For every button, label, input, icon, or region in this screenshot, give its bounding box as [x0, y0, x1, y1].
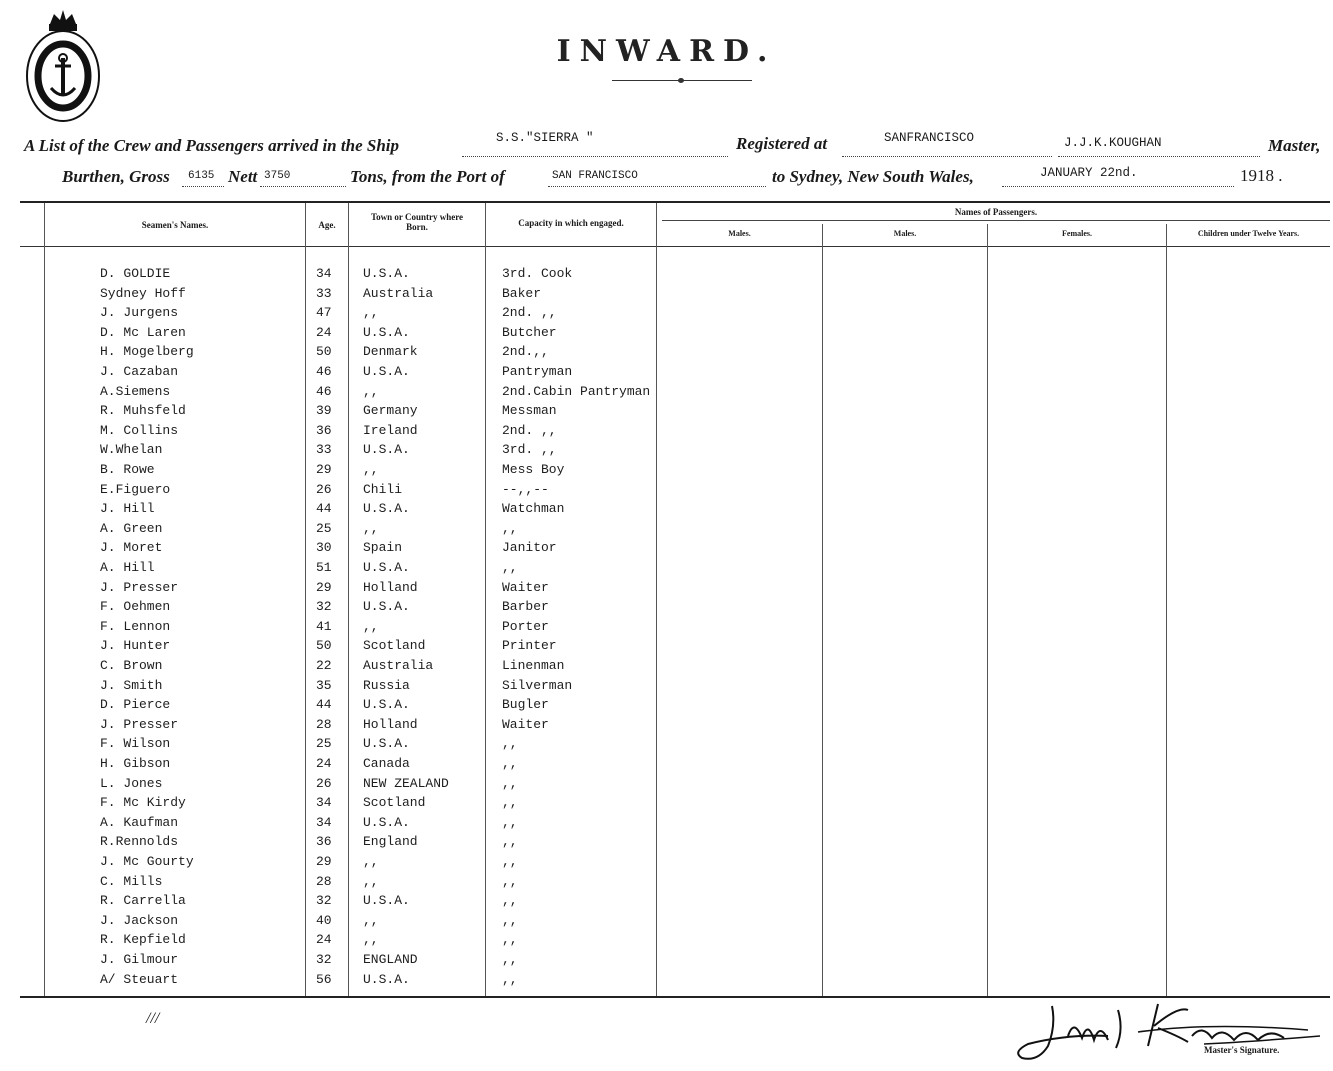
crew-age: 26 [316, 775, 332, 791]
crew-capacity: ,, [502, 834, 518, 850]
crew-age: 25 [316, 520, 332, 536]
crew-age: 46 [316, 383, 332, 399]
crew-capacity: ,, [502, 932, 518, 948]
crew-capacity: Watchman [502, 501, 565, 517]
crew-capacity: ,, [502, 560, 518, 575]
table-row [0, 930, 1333, 950]
crew-capacity: Mess Boy [502, 462, 565, 477]
crew-birthplace: ,, [363, 305, 379, 321]
crew-capacity: 2nd. ,, [502, 305, 557, 321]
crew-name: L. Jones [100, 775, 163, 791]
crew-name: A.Siemens [100, 383, 171, 399]
crew-capacity: Linenman [502, 658, 565, 673]
crew-age: 22 [316, 658, 332, 673]
burthen-label: Burthen, Gross [62, 167, 170, 186]
table-top-rule [20, 201, 1330, 203]
crew-birthplace: ,, [363, 854, 379, 869]
crew-capacity: Barber [502, 599, 549, 615]
crew-capacity: ,, [502, 775, 518, 791]
crew-capacity: Silverman [502, 677, 573, 693]
table-row [0, 852, 1333, 872]
date-underline [1002, 185, 1234, 187]
crew-name: A. Kaufman [100, 814, 179, 830]
table-row [0, 754, 1333, 774]
nett-value: 3750 [264, 170, 291, 182]
crew-age: 28 [316, 716, 332, 732]
col-header-passengers: Names of Passengers. [954, 207, 1038, 217]
crew-capacity: ,, [502, 971, 518, 987]
table-row [0, 558, 1333, 578]
table-row [0, 695, 1333, 715]
col-header-age: Age. [318, 220, 336, 230]
crew-name: R. Carrella [100, 893, 186, 909]
table-row [0, 970, 1333, 990]
table-row [0, 832, 1333, 852]
table-row [0, 891, 1333, 911]
crew-name: C. Mills [100, 873, 163, 889]
crew-age: 34 [316, 814, 332, 830]
crew-birthplace: U.S.A. [363, 971, 410, 987]
crew-name: H. Gibson [100, 756, 171, 771]
table-row [0, 597, 1333, 617]
table-row [0, 401, 1333, 421]
crew-age: 56 [316, 971, 332, 987]
crew-name: R. Kepfield [100, 932, 186, 948]
crew-capacity: 2nd. ,, [502, 422, 557, 438]
crew-birthplace: Ireland [363, 422, 418, 438]
header-bottom-rule [20, 246, 1330, 247]
crew-age: 32 [316, 599, 332, 615]
crew-age: 24 [316, 932, 332, 948]
title-ornament [678, 78, 684, 83]
crew-birthplace: Denmark [363, 344, 418, 360]
table-row [0, 715, 1333, 735]
crew-name: J. Jackson [100, 912, 179, 928]
crew-capacity: 2nd.Cabin Pantryman [502, 383, 651, 399]
crew-birthplace: ,, [363, 932, 379, 948]
document-title: INWARD. [556, 34, 777, 69]
table-row [0, 538, 1333, 558]
crew-capacity: ,, [502, 795, 518, 811]
crew-age: 47 [316, 305, 332, 321]
crew-age: 32 [316, 893, 332, 909]
crew-capacity: --,,-- [502, 481, 549, 497]
crew-birthplace: U.S.A. [363, 893, 410, 909]
crew-birthplace: Australia [363, 285, 434, 301]
table-row [0, 499, 1333, 519]
crew-age: 29 [316, 579, 332, 595]
crew-name: F. Mc Kirdy [100, 795, 186, 811]
crew-name: W.Whelan [100, 442, 163, 458]
nett-underline [260, 185, 346, 187]
crew-age: 50 [316, 344, 332, 360]
crew-capacity: ,, [502, 520, 518, 536]
crew-capacity: ,, [502, 756, 518, 771]
table-row [0, 323, 1333, 343]
crew-age: 25 [316, 736, 332, 752]
crew-name: J. Presser [100, 716, 179, 732]
passengers-subrule [662, 220, 1330, 221]
crew-name: M. Collins [100, 422, 179, 438]
col-header-children: Children under Twelve Years. [1197, 229, 1300, 238]
crew-capacity: Baker [502, 285, 542, 301]
master-label: Master, [1268, 136, 1321, 155]
form-number [1294, 193, 1296, 199]
crew-name: J. Mc Gourty [100, 854, 194, 869]
crew-age: 29 [316, 462, 332, 477]
table-row [0, 519, 1333, 539]
crew-birthplace: U.S.A. [363, 736, 410, 752]
gross-value: 6135 [188, 170, 215, 182]
to-label: to Sydney, New South Wales, [772, 167, 974, 186]
table-row [0, 656, 1333, 676]
crew-name: J. Hunter [100, 638, 171, 654]
crew-age: 33 [316, 285, 332, 301]
crew-capacity: 3rd. ,, [502, 442, 557, 458]
crew-table-body [0, 264, 1333, 994]
crew-capacity: ,, [502, 912, 518, 928]
crew-age: 24 [316, 756, 332, 771]
crew-name: R. Muhsfeld [100, 403, 186, 419]
table-row [0, 676, 1333, 696]
col-header-males1: Males. [728, 229, 751, 238]
crew-age: 40 [316, 912, 332, 928]
crew-age: 34 [316, 266, 332, 281]
crew-capacity: ,, [502, 854, 518, 869]
crew-age: 44 [316, 501, 332, 517]
crew-age: 36 [316, 422, 332, 438]
gross-underline [182, 185, 224, 187]
registered-port: SANFRANCISCO [884, 131, 975, 145]
col-header-town: Town or Country where Born. [370, 212, 464, 232]
crew-age: 26 [316, 481, 332, 497]
master-name: J.J.K.KOUGHAN [1064, 136, 1162, 150]
crew-birthplace: ,, [363, 912, 379, 928]
crew-birthplace: Spain [363, 540, 403, 556]
crew-name: J. Hill [100, 501, 155, 517]
table-row [0, 421, 1333, 441]
crew-capacity: Janitor [502, 540, 557, 556]
crew-age: 41 [316, 618, 332, 634]
col-header-females: Females. [1062, 229, 1092, 238]
table-row [0, 284, 1333, 304]
crew-name: A. Hill [100, 560, 155, 575]
year-value: 1918 . [1240, 166, 1283, 185]
crew-age: 44 [316, 697, 332, 713]
crew-name: D. Pierce [100, 697, 171, 713]
crew-name: R.Rennolds [100, 834, 179, 850]
crew-age: 34 [316, 795, 332, 811]
table-row [0, 264, 1333, 284]
crew-birthplace: Australia [363, 658, 434, 673]
crew-birthplace: Canada [363, 756, 410, 771]
table-row [0, 774, 1333, 794]
crew-birthplace: Germany [363, 403, 418, 419]
ship-name: S.S."SIERRA " [496, 131, 594, 145]
signature-label: Master's Signature. [1204, 1045, 1280, 1055]
crew-age: 39 [316, 403, 332, 419]
table-row [0, 734, 1333, 754]
crew-birthplace: NEW ZEALAND [363, 775, 449, 791]
col-header-capacity: Capacity in which engaged. [518, 218, 624, 228]
crew-age: 24 [316, 324, 332, 340]
crew-birthplace: U.S.A. [363, 266, 410, 281]
crew-birthplace: Holland [363, 579, 418, 595]
crew-birthplace: Holland [363, 716, 418, 732]
crew-capacity: Bugler [502, 697, 549, 713]
crew-birthplace: ,, [363, 520, 379, 536]
crew-birthplace: U.S.A. [363, 697, 410, 713]
crew-age: 33 [316, 442, 332, 458]
crew-name: D. GOLDIE [100, 266, 171, 281]
tally-mark: /// [146, 1010, 160, 1027]
ship-underline [462, 155, 728, 157]
crew-name: E.Figuero [100, 481, 171, 497]
table-row [0, 813, 1333, 833]
crew-capacity: Porter [502, 618, 549, 634]
crew-birthplace: U.S.A. [363, 324, 410, 340]
crew-birthplace: England [363, 834, 418, 850]
crew-capacity: Printer [502, 638, 557, 654]
crew-capacity: Pantryman [502, 364, 573, 379]
master-signature-handwriting [1008, 996, 1328, 1066]
registered-underline [842, 155, 1052, 157]
crew-age: 29 [316, 854, 332, 869]
crew-name: D. Mc Laren [100, 324, 186, 340]
crew-birthplace: U.S.A. [363, 442, 410, 458]
table-row [0, 950, 1333, 970]
crew-birthplace: ENGLAND [363, 952, 418, 967]
tons-label: Tons, from the Port of [350, 167, 505, 186]
crew-capacity: Messman [502, 403, 557, 419]
table-row [0, 636, 1333, 656]
crew-name: Sydney Hoff [100, 285, 186, 301]
crew-name: J. Smith [100, 677, 163, 693]
crew-birthplace: Russia [363, 677, 410, 693]
table-row [0, 578, 1333, 598]
crew-name: F. Lennon [100, 618, 171, 634]
table-row [0, 872, 1333, 892]
crew-birthplace: Scotland [363, 795, 426, 811]
crew-capacity: Butcher [502, 324, 557, 340]
col-header-names: Seamen's Names. [141, 220, 209, 230]
crew-age: 32 [316, 952, 332, 967]
table-row [0, 793, 1333, 813]
table-row [0, 362, 1333, 382]
line1-prefix: A List of the Crew and Passengers arrived in the Ship [24, 136, 399, 155]
crew-name: C. Brown [100, 658, 163, 673]
crew-birthplace: Chili [363, 481, 403, 497]
date-value: JANUARY 22nd. [1040, 166, 1138, 180]
crew-name: J. Presser [100, 579, 179, 595]
crew-birthplace: U.S.A. [363, 501, 410, 517]
crew-capacity: 3rd. Cook [502, 266, 573, 281]
crew-birthplace: ,, [363, 618, 379, 634]
crew-name: A/ Steuart [100, 971, 179, 987]
crew-capacity: Waiter [502, 579, 549, 595]
crew-birthplace: ,, [363, 873, 379, 889]
registered-label: Registered at [736, 134, 828, 153]
crew-name: F. Wilson [100, 736, 171, 752]
crew-birthplace: ,, [363, 383, 379, 399]
crew-birthplace: ,, [363, 462, 379, 477]
crew-name: J. Moret [100, 540, 163, 556]
crew-birthplace: Scotland [363, 638, 426, 654]
crew-capacity: ,, [502, 873, 518, 889]
crew-age: 50 [316, 638, 332, 654]
table-row [0, 382, 1333, 402]
table-row [0, 342, 1333, 362]
table-row [0, 480, 1333, 500]
table-row [0, 460, 1333, 480]
master-underline [1058, 155, 1260, 157]
crew-capacity: Waiter [502, 716, 549, 732]
from-port: SAN FRANCISCO [552, 170, 638, 182]
crew-capacity: ,, [502, 893, 518, 909]
crew-birthplace: U.S.A. [363, 364, 410, 379]
crew-name: J. Cazaban [100, 364, 179, 379]
crew-name: F. Oehmen [100, 599, 171, 615]
table-row [0, 440, 1333, 460]
crew-birthplace: U.S.A. [363, 599, 410, 615]
col-header-males2: Males. [893, 229, 917, 238]
crew-name: J. Gilmour [100, 952, 179, 967]
crew-age: 30 [316, 540, 332, 556]
crew-name: B. Rowe [100, 462, 155, 477]
crew-name: J. Jurgens [100, 305, 179, 321]
crew-birthplace: U.S.A. [363, 814, 410, 830]
crew-name: A. Green [100, 520, 163, 536]
crew-age: 36 [316, 834, 332, 850]
table-row [0, 303, 1333, 323]
crew-age: 51 [316, 560, 332, 575]
crew-capacity: 2nd.,, [502, 344, 549, 360]
crew-birthplace: U.S.A. [363, 560, 410, 575]
crew-name: H. Mogelberg [100, 344, 194, 360]
crew-age: 28 [316, 873, 332, 889]
nett-label: Nett [228, 167, 258, 186]
table-row [0, 617, 1333, 637]
port-underline [548, 185, 766, 187]
crew-age: 35 [316, 677, 332, 693]
crew-capacity: ,, [502, 736, 518, 752]
table-row [0, 911, 1333, 931]
crew-capacity: ,, [502, 814, 518, 830]
crew-age: 46 [316, 364, 332, 379]
crew-capacity: ,, [502, 952, 518, 967]
